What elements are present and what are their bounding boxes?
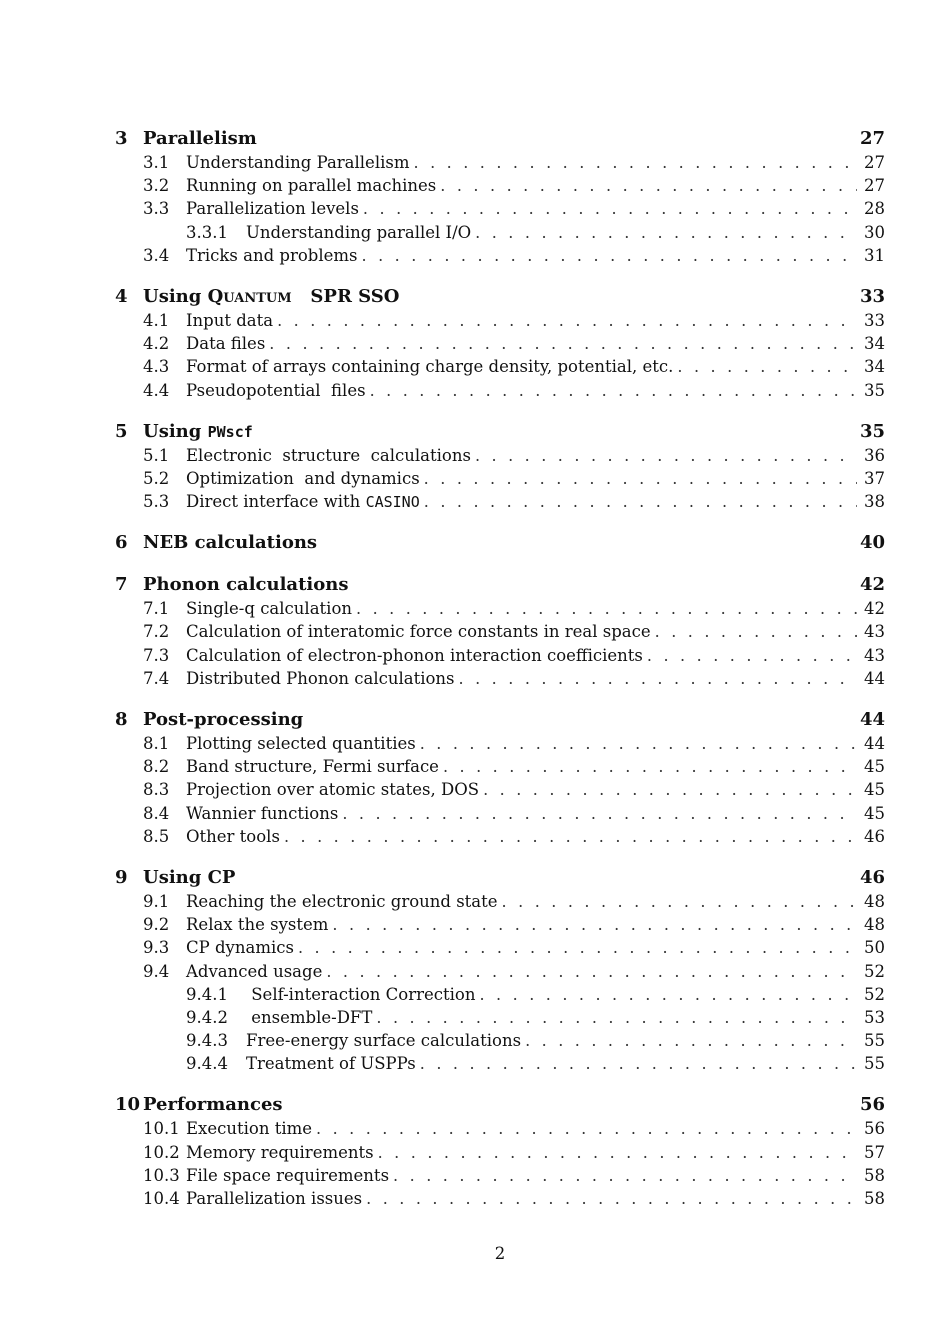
dot-leader [443, 755, 857, 778]
toc-section[interactable] [115, 802, 885, 825]
dot-leader [356, 597, 857, 620]
section-page-number: 55 [864, 1031, 885, 1051]
toc-chapter [115, 573, 885, 690]
chapter-number: 6 [115, 532, 128, 554]
section-page-number: 38 [864, 492, 885, 512]
dot-leader [366, 1187, 857, 1210]
toc-section[interactable] [115, 379, 885, 402]
section-title: Pseudopotential files [186, 380, 366, 400]
toc-section[interactable] [115, 1187, 885, 1210]
section-page-number: 55 [864, 1054, 885, 1074]
toc-subsubsection[interactable] [115, 221, 885, 244]
section-number: 7.2 [143, 622, 170, 642]
toc-chapter [115, 285, 885, 402]
section-number: 9.4.2 [186, 1007, 228, 1027]
dot-leader [298, 936, 857, 959]
toc-section[interactable] [115, 490, 885, 513]
dot-leader [284, 825, 857, 848]
section-page-number: 30 [864, 222, 885, 242]
section-page-number: 34 [864, 357, 885, 377]
section-number: 9.4 [143, 961, 170, 981]
section-page-number: 45 [864, 803, 885, 823]
toc-chapter-heading[interactable] [115, 1093, 885, 1117]
section-number: 10.3 [143, 1165, 180, 1185]
section-title: Relax the system [186, 915, 329, 935]
section-number: 10.4 [143, 1189, 180, 1208]
chapter-title [143, 285, 860, 309]
toc-chapter-heading[interactable] [115, 866, 885, 890]
section-title: Execution time [186, 1119, 313, 1139]
section-title: ensemble-DFT [246, 1007, 373, 1027]
chapter-title: Using CP [143, 866, 236, 888]
section-title: Plotting selected quantities [186, 734, 416, 753]
dot-leader [525, 1029, 857, 1052]
chapter-title-smallcaps: Quantum [207, 285, 292, 307]
dot-leader [483, 778, 857, 801]
toc-section[interactable] [115, 1141, 885, 1164]
toc-chapter [115, 531, 885, 555]
chapter-number: 8 [115, 709, 128, 730]
chapter-number: 9 [115, 866, 128, 888]
dot-leader [420, 732, 857, 755]
section-number: 3.3.1 [186, 222, 228, 242]
chapter-title: Phonon calculations [143, 574, 349, 596]
toc-chapter [115, 708, 885, 848]
section-title: Free-energy surface calculations [246, 1031, 522, 1051]
section-page-number: 35 [864, 380, 885, 400]
chapter-page-number: 40 [859, 532, 885, 554]
section-title: Format of arrays containing charge density, potential, etc. [186, 357, 674, 377]
section-title: Distributed Phonon calculations [186, 668, 455, 688]
chapter-page-number: 56 [859, 1094, 885, 1116]
section-page-number: 50 [864, 938, 885, 958]
chapter-number: 4 [115, 285, 128, 307]
section-title [186, 490, 424, 514]
section-page-number: 36 [864, 445, 885, 465]
dot-leader [424, 467, 857, 490]
section-number: 8.5 [143, 826, 170, 846]
section-number: 9.1 [143, 891, 170, 911]
section-page-number: 27 [864, 153, 885, 172]
toc-chapter [115, 127, 885, 267]
toc-section[interactable] [115, 597, 885, 620]
toc-chapter-heading[interactable] [115, 708, 885, 732]
chapter-title-suffix: SPR SSO [291, 285, 400, 307]
toc-section[interactable] [115, 355, 885, 378]
section-title: CP dynamics [186, 938, 294, 958]
chapter-title: NEB calculations [143, 532, 318, 554]
section-number: 5.2 [143, 468, 170, 488]
section-page-number: 48 [864, 891, 885, 911]
toc-section[interactable] [115, 732, 885, 755]
toc-chapter-heading[interactable] [115, 285, 885, 309]
section-number: 3.4 [143, 245, 170, 265]
toc-section[interactable] [115, 913, 885, 936]
section-title: Electronic structure calculations [186, 445, 471, 465]
toc-subsubsection[interactable] [115, 1006, 885, 1029]
dot-leader [326, 960, 857, 983]
section-page-number: 58 [864, 1189, 885, 1208]
dot-leader [414, 151, 858, 174]
toc-chapter-heading[interactable] [115, 127, 885, 151]
chapter-title [143, 420, 860, 444]
section-title: Other tools [186, 826, 280, 846]
chapter-page-number: 46 [859, 866, 885, 888]
toc-section[interactable] [115, 620, 885, 643]
toc-section[interactable] [115, 467, 885, 490]
dot-leader [277, 309, 857, 332]
dot-leader [342, 802, 857, 825]
section-title: File space requirements [186, 1165, 390, 1185]
section-number: 10.2 [143, 1142, 180, 1162]
section-page-number: 45 [864, 780, 885, 800]
dot-leader [475, 221, 857, 244]
toc-chapter-heading[interactable] [115, 420, 885, 444]
section-page-number: 43 [864, 645, 885, 665]
section-number: 8.2 [143, 757, 170, 777]
section-page-number: 52 [864, 961, 885, 981]
toc-section[interactable] [115, 936, 885, 959]
section-page-number: 27 [864, 176, 885, 196]
chapter-page-number: 42 [859, 574, 885, 596]
chapter-page-number: 35 [859, 420, 885, 442]
section-title: Parallelization levels [186, 199, 359, 219]
toc-section[interactable] [115, 332, 885, 355]
dot-leader [376, 1006, 857, 1029]
section-title: Calculation of interatomic force constants in real space [186, 622, 651, 642]
section-number: 7.1 [143, 599, 170, 619]
section-title: Self-interaction Correction [246, 984, 476, 1004]
section-title: Optimization and dynamics [186, 468, 420, 488]
dot-leader [502, 890, 857, 913]
toc-chapter [115, 420, 885, 514]
section-number: 7.4 [143, 668, 170, 688]
toc-chapter-heading[interactable] [115, 573, 885, 597]
table-of-contents [115, 127, 885, 1228]
section-number: 9.3 [143, 938, 170, 958]
dot-leader [459, 667, 857, 690]
dot-leader [316, 1117, 857, 1140]
dot-leader [370, 379, 857, 402]
section-title: Understanding Parallelism [186, 153, 410, 172]
chapter-page-number: 27 [859, 128, 885, 149]
section-page-number: 44 [864, 668, 885, 688]
section-page-number: 28 [864, 199, 885, 219]
dot-leader [363, 197, 857, 220]
chapter-number: 7 [115, 574, 128, 596]
toc-section[interactable] [115, 778, 885, 801]
section-number: 4.4 [143, 380, 170, 400]
section-title: Wannier functions [186, 803, 339, 823]
chapter-title: Parallelism [143, 128, 257, 149]
chapter-page-number: 33 [859, 285, 885, 307]
section-title: Reaching the electronic ground state [186, 891, 498, 911]
section-page-number: 45 [864, 757, 885, 777]
section-page-number: 46 [864, 826, 885, 846]
dot-leader [479, 983, 857, 1006]
section-title-prefix: Direct interface with [186, 492, 366, 512]
page-number: 2 [494, 1244, 506, 1263]
dot-leader [378, 1141, 857, 1164]
section-title: Tricks and problems [186, 245, 358, 265]
section-title: Input data [186, 310, 274, 330]
section-page-number: 42 [864, 599, 885, 619]
section-title-code: CASINO [365, 493, 420, 512]
toc-subsubsection[interactable] [115, 1029, 885, 1052]
toc-section[interactable] [115, 825, 885, 848]
toc-section[interactable] [115, 644, 885, 667]
section-number: 8.3 [143, 780, 170, 800]
section-page-number: 44 [864, 734, 885, 753]
toc-section[interactable] [115, 244, 885, 267]
dot-leader [424, 490, 857, 513]
section-title: Band structure, Fermi surface [186, 757, 439, 777]
section-page-number: 57 [864, 1142, 885, 1162]
section-title: Calculation of electron-phonon interaction coefficients [186, 645, 643, 665]
dot-leader [393, 1164, 857, 1187]
toc-section[interactable] [115, 151, 885, 174]
toc-section[interactable] [115, 1164, 885, 1187]
toc-section[interactable] [115, 667, 885, 690]
section-page-number: 48 [864, 915, 885, 935]
dot-leader [332, 913, 857, 936]
chapter-title-code: PWscf [207, 422, 253, 441]
chapter-title: Post-processing [143, 709, 304, 730]
section-title: Single-q calculation [186, 599, 352, 619]
section-title: Data files [186, 334, 266, 354]
toc-subsubsection[interactable] [115, 983, 885, 1006]
section-page-number: 56 [864, 1119, 885, 1139]
section-page-number: 58 [864, 1165, 885, 1185]
section-number: 9.4.4 [186, 1054, 228, 1074]
section-page-number: 31 [864, 245, 885, 265]
toc-section[interactable] [115, 197, 885, 220]
section-number: 9.4.1 [186, 984, 228, 1004]
chapter-number: 3 [115, 128, 128, 149]
section-number: 3.2 [143, 176, 170, 196]
dot-leader [362, 244, 858, 267]
dot-leader [677, 355, 857, 378]
dot-leader [475, 444, 857, 467]
chapter-number: 5 [115, 420, 128, 442]
section-number: 5.1 [143, 445, 170, 465]
section-number: 3.1 [143, 153, 170, 172]
section-title: Memory requirements [186, 1142, 374, 1162]
section-number: 9.4.3 [186, 1031, 228, 1051]
toc-chapter [115, 866, 885, 1076]
dot-leader [647, 644, 857, 667]
section-page-number: 34 [864, 334, 885, 354]
section-title: Treatment of USPPs [246, 1054, 416, 1074]
section-page-number: 43 [864, 622, 885, 642]
section-number: 10.1 [143, 1119, 180, 1139]
section-page-number: 52 [864, 984, 885, 1004]
chapter-title-prefix: Using [143, 420, 208, 442]
toc-section[interactable] [115, 890, 885, 913]
section-number: 4.3 [143, 357, 170, 377]
dot-leader [269, 332, 857, 355]
section-number: 9.2 [143, 915, 170, 935]
section-title: Running on parallel machines [186, 176, 437, 196]
dot-leader [655, 620, 857, 643]
dot-leader [420, 1052, 857, 1075]
toc-chapter [115, 1093, 885, 1210]
toc-section[interactable] [115, 1117, 885, 1140]
chapter-number: 10 [115, 1094, 141, 1116]
section-page-number: 33 [864, 310, 885, 330]
toc-chapter-heading[interactable] [115, 531, 885, 555]
section-title: Understanding parallel I/O [246, 222, 472, 242]
section-number: 4.2 [143, 334, 170, 354]
toc-section[interactable] [115, 960, 885, 983]
section-title: Projection over atomic states, DOS [186, 780, 480, 800]
toc-section[interactable] [115, 174, 885, 197]
section-number: 4.1 [143, 310, 170, 330]
section-title: Advanced usage [186, 961, 323, 981]
section-number: 8.1 [143, 734, 170, 753]
chapter-title-prefix: Using [143, 285, 208, 307]
toc-section[interactable] [115, 755, 885, 778]
section-page-number: 37 [864, 468, 885, 488]
section-number: 8.4 [143, 803, 170, 823]
chapter-title: Performances [143, 1094, 283, 1116]
section-page-number: 53 [864, 1007, 885, 1027]
toc-section[interactable] [115, 309, 885, 332]
toc-section[interactable] [115, 444, 885, 467]
toc-subsubsection[interactable] [115, 1052, 885, 1075]
section-title: Parallelization issues [186, 1189, 363, 1208]
chapter-page-number: 44 [859, 709, 885, 730]
section-number: 5.3 [143, 492, 170, 512]
section-number: 7.3 [143, 645, 170, 665]
section-number: 3.3 [143, 199, 170, 219]
dot-leader [440, 174, 857, 197]
